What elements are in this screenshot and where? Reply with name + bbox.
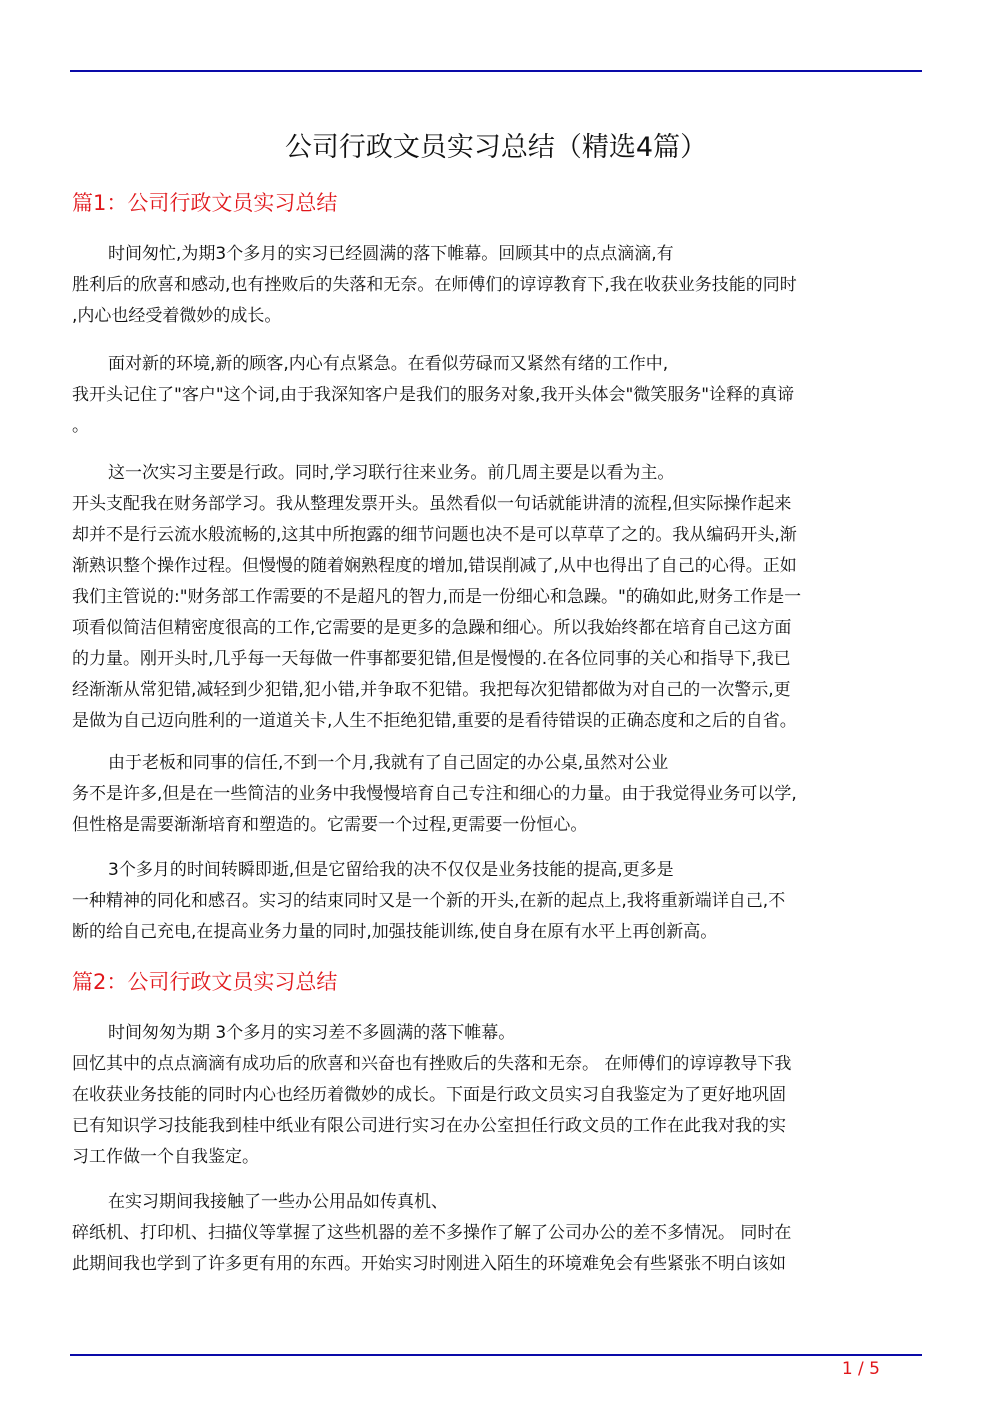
- paragraph-line: 习工作做一个自我鉴定。: [72, 1147, 259, 1167]
- paragraph-line: 碎纸机、打印机、扫描仪等掌握了这些机器的差不多操作了解了公司办公的差不多情况。 同时在: [72, 1223, 792, 1243]
- paragraph: [72, 748, 922, 841]
- paragraph: [72, 1187, 922, 1280]
- paragraph-line: 时间匆匆为期 3个多月的实习差不多圆满的落下帷幕。: [108, 1023, 516, 1043]
- section-heading: 篇2：公司行政文员实习总结: [72, 970, 338, 994]
- paragraph-line: 由于老板和同事的信任,不到一个月,我就有了自己固定的办公桌,虽然对公业: [108, 753, 669, 773]
- paragraph: [72, 458, 922, 737]
- paragraph: [72, 855, 922, 948]
- paragraph-line: 我们主管说的:"财务部工作需要的不是超凡的智力,而是一份细心和急躁。"的确如此,财务工作是一: [72, 587, 802, 607]
- paragraph-line: 是做为自己迈向胜利的一道道关卡,人生不拒绝犯错,重要的是看待错误的正确态度和之后的自省。: [72, 711, 797, 731]
- paragraph-line: 这一次实习主要是行政。同时,学习联行往来业务。前几周主要是以看为主。: [108, 463, 675, 483]
- paragraph-line: 面对新的环境,新的顾客,内心有点紧急。在看似劳碌而又紧然有绪的工作中,: [108, 354, 669, 374]
- paragraph-line: 胜利后的欣喜和感动,也有挫败后的失落和无奈。在师傅们的谆谆教育下,我在收获业务技能的同时: [72, 275, 797, 295]
- paragraph-line: 在收获业务技能的同时内心也经历着微妙的成长。下面是行政文员实习自我鉴定为了更好地巩固: [72, 1085, 786, 1105]
- header-rule: [70, 70, 922, 72]
- paragraph-line: 却并不是行云流水般流畅的,这其中所抱露的细节问题也决不是可以草草了之的。我从编码开头,渐: [72, 525, 797, 545]
- paragraph-line: 项看似简洁但精密度很高的工作,它需要的是更多的急躁和细心。所以我始终都在培育自己这方面: [72, 618, 792, 638]
- paragraph-line: 我开头记住了"客户"这个词,由于我深知客户是我们的服务对象,我开头体会"微笑服务"诠释的真谛: [72, 385, 795, 405]
- paragraph-line: 但性格是需要渐渐培育和塑造的。它需要一个过程,更需要一份恒心。: [72, 815, 588, 835]
- paragraph-line: 渐熟识整个操作过程。但慢慢的随着娴熟程度的增加,错误削减了,从中也得出了自己的心得。正如: [72, 556, 797, 576]
- paragraph-line: 务不是许多,但是在一些简洁的业务中我慢慢培育自己专注和细心的力量。由于我觉得业务可以学,: [72, 784, 797, 804]
- paragraph-line: 的力量。刚开头时,几乎每一天每做一件事都要犯错,但是慢慢的.在各位同事的关心和指导下,我已: [72, 649, 791, 669]
- paragraph-line: 回忆其中的点点滴滴有成功后的欣喜和兴奋也有挫败后的失落和无奈。 在师傅们的谆谆教导下我: [72, 1054, 792, 1074]
- paragraph: [72, 239, 922, 332]
- paragraph-line: 一种精神的同化和感召。实习的结束同时又是一个新的开头,在新的起点上,我将重新端详自己,不: [72, 891, 786, 911]
- footer-rule: [70, 1354, 922, 1356]
- paragraph-line: 经渐渐从常犯错,减轻到少犯错,犯小错,并争取不犯错。我把每次犯错都做为对自己的一次警示,更: [72, 680, 791, 700]
- paragraph: [72, 1018, 922, 1173]
- document-title: 公司行政文员实习总结（精选4篇）: [284, 132, 708, 163]
- section-heading: 篇1：公司行政文员实习总结: [72, 191, 338, 215]
- paragraph-line: 。: [72, 416, 89, 436]
- paragraph-line: 已有知识学习技能我到桂中纸业有限公司进行实习在办公室担任行政文员的工作在此我对我的实: [72, 1116, 786, 1136]
- paragraph-line: 时间匆忙,为期3个多月的实习已经圆满的落下帷幕。回顾其中的点点滴滴,有: [108, 244, 674, 264]
- page-number: 1 / 5: [841, 1359, 880, 1379]
- paragraph: [72, 349, 922, 442]
- paragraph-line: 在实习期间我接触了一些办公用品如传真机、: [108, 1192, 448, 1212]
- paragraph-line: 开头支配我在财务部学习。我从整理发票开头。虽然看似一句话就能讲清的流程,但实际操作起来: [72, 494, 792, 514]
- paragraph-line: ,内心也经受着微妙的成长。: [72, 306, 282, 326]
- paragraph-line: 此期间我也学到了许多更有用的东西。开始实习时刚进入陌生的环境难免会有些紧张不明白该如: [72, 1254, 786, 1274]
- paragraph-line: 断的给自己充电,在提高业务力量的同时,加强技能训练,使自身在原有水平上再创新高。: [72, 922, 718, 942]
- paragraph-line: 3个多月的时间转瞬即逝,但是它留给我的决不仅仅是业务技能的提高,更多是: [108, 860, 674, 880]
